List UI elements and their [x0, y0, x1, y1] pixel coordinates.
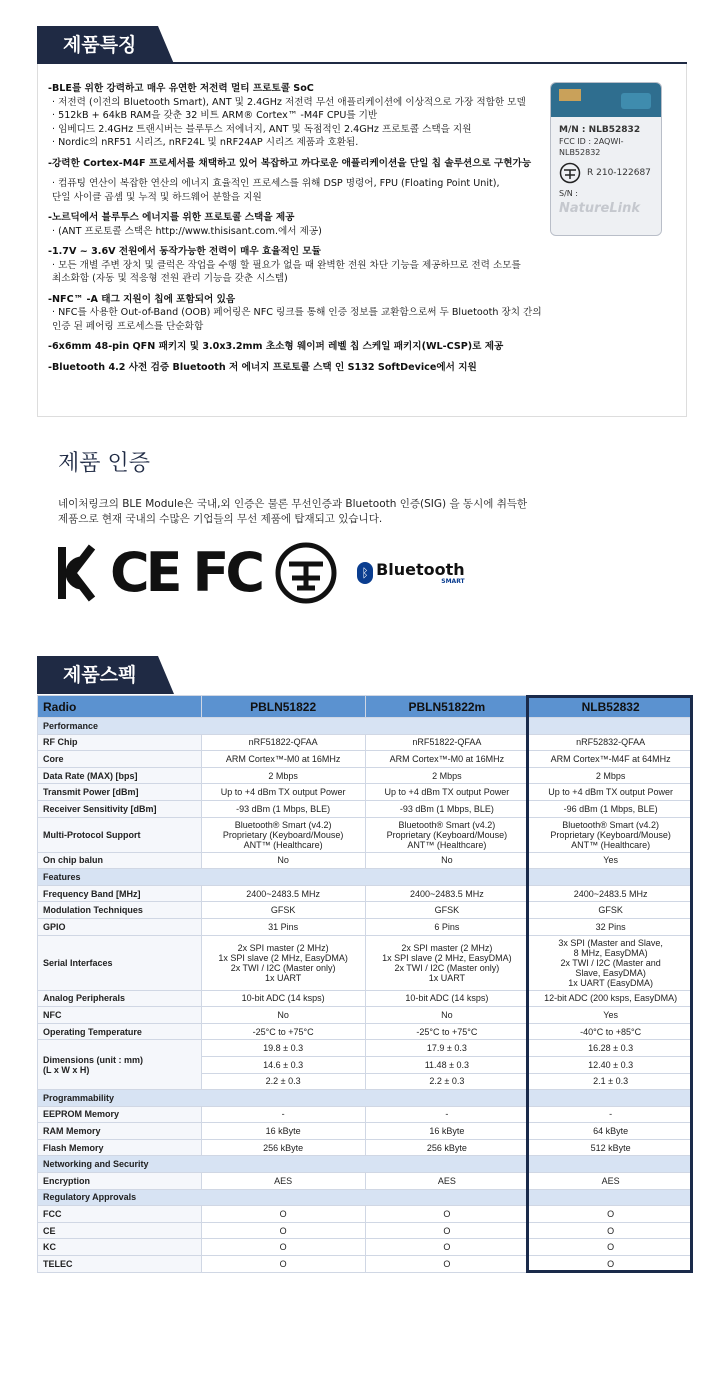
spec-value: O — [201, 1222, 365, 1239]
spec-section-row — [38, 1090, 693, 1107]
spec-label: KC — [38, 1239, 202, 1256]
spec-value: O — [365, 1256, 529, 1273]
spec-section-label: Networking and Security — [38, 1156, 693, 1173]
feature-sub: 최소화함 (자동 및 적응형 전원 관리 기능을 갖춘 시스템) — [52, 273, 288, 284]
spec-header-pbln51822: PBLN51822 — [201, 696, 365, 718]
spec-label: Operating Temperature — [38, 1023, 202, 1040]
spec-row — [38, 885, 693, 902]
spec-value: Up to +4 dBm TX output Power — [365, 784, 529, 801]
spec-section-row — [38, 1156, 693, 1173]
feature-sub: · 컴퓨팅 연산이 복잡한 연산의 에너지 효율적인 프로세스를 위해 DSP 명령어, FPU (Floating Point Unit), — [52, 178, 500, 189]
spec-value: - — [201, 1106, 365, 1123]
chip-cert-no: R 210-122687 — [587, 167, 651, 178]
spec-section-row — [38, 1189, 693, 1206]
spec-row — [38, 1206, 693, 1223]
spec-label: RAM Memory — [38, 1123, 202, 1140]
feature-head: -6x6mm 48-pin QFN 패키지 및 3.0x3.2mm 초소형 웨이퍼 레벨 칩 스케일 패키지(WL-CSP)로 제공 — [48, 341, 504, 352]
spec-row — [38, 1256, 693, 1273]
spec-label: Core — [38, 751, 202, 768]
feature-head: -BLE를 위한 강력하고 매우 유연한 저전력 멀티 프로토콜 SoC — [48, 83, 314, 94]
spec-row — [38, 1123, 693, 1140]
spec-label: NFC — [38, 1007, 202, 1024]
spec-label: RF Chip — [38, 734, 202, 751]
feature-sub: 단일 사이클 곱셈 및 누적 및 하드웨어 분할을 지원 — [52, 191, 262, 203]
spec-value: -93 dBm (1 Mbps, BLE) — [201, 800, 365, 817]
spec-value: - — [529, 1106, 693, 1123]
spec-value: O — [365, 1239, 529, 1256]
spec-value: 2 Mbps — [201, 767, 365, 784]
spec-value: 256 kByte — [365, 1139, 529, 1156]
feature-head: -강력한 Cortex-M4F 프로세서를 채택하고 있어 복잡하고 까다로운 애플리케이션을 단일 칩 솔루션으로 구현가능 — [48, 157, 532, 169]
spec-row — [38, 751, 693, 768]
feature-item — [48, 293, 553, 334]
spec-label: Multi-Protocol Support — [38, 817, 202, 852]
module-chip-image — [550, 82, 662, 236]
feature-item — [48, 361, 553, 375]
feature-item — [48, 340, 553, 354]
certification-title: 제품 인증 — [58, 451, 151, 476]
spec-value: No — [201, 852, 365, 869]
spec-label: Frequency Band [MHz] — [38, 885, 202, 902]
spec-value: AES — [365, 1173, 529, 1190]
spec-value: 2 Mbps — [529, 767, 693, 784]
spec-value: GFSK — [201, 902, 365, 919]
feature-sub: · Nordic의 nRF51 시리즈, nRF24L 및 nRF24AP 시리즈 제품과 호환됨. — [52, 137, 359, 148]
spec-row — [38, 1173, 693, 1190]
feature-head: -Bluetooth 4.2 사전 검증 Bluetooth 저 에너지 프로토콜 스택 인 S132 SoftDevice에서 지원 — [48, 361, 477, 373]
spec-value: 2400~2483.5 MHz — [529, 885, 693, 902]
spec-row — [38, 1040, 693, 1057]
spec-value: -96 dBm (1 Mbps, BLE) — [529, 800, 693, 817]
spec-value: 2 Mbps — [365, 767, 529, 784]
spec-value: nRF51822-QFAA — [365, 734, 529, 751]
spec-row — [38, 990, 693, 1007]
spec-value: 17.9 ± 0.3 — [365, 1040, 529, 1057]
certification-description — [58, 497, 618, 527]
spec-label: On chip balun — [38, 852, 202, 869]
spec-value: 10-bit ADC (14 ksps) — [365, 990, 529, 1007]
spec-row — [38, 852, 693, 869]
spec-value: Yes — [529, 1007, 693, 1024]
spec-value: AES — [201, 1173, 365, 1190]
bluetooth-text: Bluetooth — [376, 559, 465, 579]
feature-item — [48, 211, 553, 238]
spec-row — [38, 1222, 693, 1239]
feature-head: -1.7V ~ 3.6V 전원에서 동작가능한 전력이 매우 효율적인 모듈 — [48, 246, 321, 257]
features-tab: 제품특징 — [37, 26, 158, 64]
spec-label: Analog Peripherals — [38, 990, 202, 1007]
spec-label: Encryption — [38, 1173, 202, 1190]
feature-sub: · 512kB + 64kB RAM을 갖춘 32 비트 ARM® Cortex™ -M4F CPU를 기반 — [52, 110, 378, 121]
spec-value: 2x SPI master (2 MHz) 1x SPI slave (2 MHz, EasyDMA) 2x TWI / I2C (Master only) 1x UART — [365, 935, 529, 990]
feature-sub: · 임베디드 2.4GHz 트랜시버는 블루투스 저에너지, ANT 및 독점적인 2.4GHz 프로토콜 스택을 지원 — [52, 123, 472, 135]
spec-row — [38, 902, 693, 919]
spec-value: Bluetooth® Smart (v4.2) Proprietary (Keyboard/Mouse) ANT™ (Healthcare) — [201, 817, 365, 852]
spec-value: -40°C to +85°C — [529, 1023, 693, 1040]
feature-sub: · NFC를 사용한 Out-of-Band (OOB) 페어링은 NFC 링크를 통해 인증 정보를 교환함으로써 두 Bluetooth 장치 간의 — [52, 307, 542, 318]
spec-value: 12-bit ADC (200 ksps, EasyDMA) — [529, 990, 693, 1007]
spec-value: nRF52832-QFAA — [529, 734, 693, 751]
chip-pcb — [551, 83, 661, 117]
spec-label: FCC — [38, 1206, 202, 1223]
spec-value: ARM Cortex™-M0 at 16MHz — [365, 751, 529, 768]
spec-value: 256 kByte — [201, 1139, 365, 1156]
spec-value: 2.2 ± 0.3 — [201, 1073, 365, 1090]
spec-value: nRF51822-QFAA — [201, 734, 365, 751]
spec-value: 3x SPI (Master and Slave, 8 MHz, EasyDMA) 2x TWI / I2C (Master and Slave, EasyDMA) 1x UART (EasyDMA) — [529, 935, 693, 990]
spec-value: 19.8 ± 0.3 — [201, 1040, 365, 1057]
chip-shield — [551, 117, 661, 236]
spec-value: 11.48 ± 0.3 — [365, 1056, 529, 1073]
spec-row — [38, 734, 693, 751]
spec-value: No — [365, 1007, 529, 1024]
spec-value: O — [365, 1222, 529, 1239]
ce-logo: CE — [110, 541, 179, 604]
spec-row — [38, 800, 693, 817]
spec-label: CE — [38, 1222, 202, 1239]
spec-value: O — [529, 1239, 693, 1256]
chip-fcc: FCC ID : 2AQWI-NLB52832 — [559, 137, 624, 157]
spec-value: Yes — [529, 852, 693, 869]
spec-header-nlb52832: NLB52832 — [529, 696, 693, 718]
spec-value: -25°C to +75°C — [201, 1023, 365, 1040]
spec-value: O — [201, 1206, 365, 1223]
spec-value: Bluetooth® Smart (v4.2) Proprietary (Keyboard/Mouse) ANT™ (Healthcare) — [365, 817, 529, 852]
features-list — [48, 82, 553, 381]
certification-logos — [58, 540, 465, 606]
spec-value: ARM Cortex™-M4F at 64MHz — [529, 751, 693, 768]
spec-value: No — [201, 1007, 365, 1024]
spec-header-row — [38, 696, 693, 718]
chip-sn: S/N : — [559, 189, 578, 198]
bluetooth-smart-logo — [357, 559, 465, 585]
spec-row — [38, 935, 693, 990]
feature-head: -노르딕에서 블루투스 에너지를 위한 프로토콜 스택을 제공 — [48, 212, 295, 223]
spec-value: 512 kByte — [529, 1139, 693, 1156]
spec-header-radio: Radio — [38, 696, 202, 718]
feature-head: -NFC™ -A 태그 지원이 칩에 포함되어 있음 — [48, 293, 236, 305]
spec-value: ARM Cortex™-M0 at 16MHz — [201, 751, 365, 768]
feature-sub: 인증 된 페어링 프로세스를 단순화함 — [52, 320, 204, 332]
spec-value: 14.6 ± 0.3 — [201, 1056, 365, 1073]
feature-sub: · 모든 개별 주변 장치 및 클럭은 작업을 수행 할 필요가 없을 때 완벽한 전원 차단 기능을 제공하므로 전력 소모를 — [52, 259, 521, 271]
spec-value: 2400~2483.5 MHz — [365, 885, 529, 902]
spec-value: GFSK — [365, 902, 529, 919]
spec-row — [38, 1007, 693, 1024]
spec-table — [37, 695, 693, 1273]
spec-value: O — [529, 1222, 693, 1239]
spec-value: - — [365, 1106, 529, 1123]
spec-row — [38, 1239, 693, 1256]
spec-value: O — [201, 1256, 365, 1273]
spec-value: GFSK — [529, 902, 693, 919]
telec-icon — [559, 162, 581, 184]
spec-value: 16 kByte — [201, 1123, 365, 1140]
spec-row — [38, 817, 693, 852]
spec-value: 2400~2483.5 MHz — [201, 885, 365, 902]
spec-label: Receiver Sensitivity [dBm] — [38, 800, 202, 817]
spec-value: 6 Pins — [365, 918, 529, 935]
spec-section-label: Features — [38, 869, 693, 886]
spec-label: EEPROM Memory — [38, 1106, 202, 1123]
bluetooth-smart-text: SMART — [441, 577, 465, 585]
feature-item — [48, 177, 553, 204]
spec-label: Dimensions (unit : mm) (L x W x H) — [38, 1040, 202, 1090]
spec-section-label: Programmability — [38, 1090, 693, 1107]
spec-section-label: Regulatory Approvals — [38, 1189, 693, 1206]
spec-row — [38, 1106, 693, 1123]
spec-label: Data Rate (MAX) [bps] — [38, 767, 202, 784]
spec-section-row — [38, 869, 693, 886]
spec-value: O — [529, 1206, 693, 1223]
spec-value: Up to +4 dBm TX output Power — [201, 784, 365, 801]
feature-item — [48, 82, 553, 150]
spec-value: 31 Pins — [201, 918, 365, 935]
spec-label: GPIO — [38, 918, 202, 935]
chip-brand: NatureLink — [559, 201, 640, 216]
spec-label: Transmit Power [dBm] — [38, 784, 202, 801]
cert-desc-line-1: 네이처링크의 BLE Module은 국내,외 인증은 물론 무선인증과 Bluetooth 인증(SIG) 을 동시에 취득한 — [58, 498, 528, 510]
spec-row — [38, 784, 693, 801]
chip-cert-symbols — [559, 162, 653, 184]
bluetooth-icon: ᛒ — [357, 562, 373, 584]
spec-tab: 제품스펙 — [37, 656, 158, 694]
spec-value: -25°C to +75°C — [365, 1023, 529, 1040]
cert-desc-line-2: 제품으로 현재 국내의 수많은 기업들의 무선 제품에 탑재되고 있습니다. — [58, 513, 383, 525]
spec-row — [38, 1023, 693, 1040]
feature-sub: · (ANT 프로토콜 스택은 http://www.thisisant.com.에서 제공) — [52, 225, 322, 237]
feature-item — [48, 157, 553, 171]
feature-sub: · 저전력 (이전의 Bluetooth Smart), ANT 및 2.4GHz 저전력 무선 애플리케이션에 이상적으로 가장 적합한 모델 — [52, 96, 526, 108]
spec-value: Bluetooth® Smart (v4.2) Proprietary (Keyboard/Mouse) ANT™ (Healthcare) — [529, 817, 693, 852]
spec-row — [38, 918, 693, 935]
features-box — [37, 64, 687, 417]
spec-value: No — [365, 852, 529, 869]
spec-value: Up to +4 dBm TX output Power — [529, 784, 693, 801]
spec-label: Flash Memory — [38, 1139, 202, 1156]
kc-logo-icon — [58, 543, 96, 603]
spec-value: 64 kByte — [529, 1123, 693, 1140]
spec-section-label: Performance — [38, 718, 693, 735]
spec-value: 2.1 ± 0.3 — [529, 1073, 693, 1090]
telec-logo-icon — [275, 542, 337, 604]
spec-row — [38, 1139, 693, 1156]
spec-value: 32 Pins — [529, 918, 693, 935]
fcc-logo: FC — [192, 541, 262, 604]
spec-label: Serial Interfaces — [38, 935, 202, 990]
spec-value: O — [529, 1256, 693, 1273]
spec-header-pbln51822m: PBLN51822m — [365, 696, 529, 718]
spec-value: O — [365, 1206, 529, 1223]
spec-value: 12.40 ± 0.3 — [529, 1056, 693, 1073]
spec-value: 16.28 ± 0.3 — [529, 1040, 693, 1057]
spec-value: O — [201, 1239, 365, 1256]
feature-item — [48, 245, 553, 286]
spec-value: 2x SPI master (2 MHz) 1x SPI slave (2 MHz, EasyDMA) 2x TWI / I2C (Master only) 1x UART — [201, 935, 365, 990]
spec-value: AES — [529, 1173, 693, 1190]
spec-value: 10-bit ADC (14 ksps) — [201, 990, 365, 1007]
spec-value: -93 dBm (1 Mbps, BLE) — [365, 800, 529, 817]
spec-value: 2.2 ± 0.3 — [365, 1073, 529, 1090]
spec-value: 16 kByte — [365, 1123, 529, 1140]
spec-label: TELEC — [38, 1256, 202, 1273]
spec-row — [38, 767, 693, 784]
chip-model: M/N : NLB52832 — [559, 125, 641, 135]
spec-section-row — [38, 718, 693, 735]
spec-label: Modulation Techniques — [38, 902, 202, 919]
